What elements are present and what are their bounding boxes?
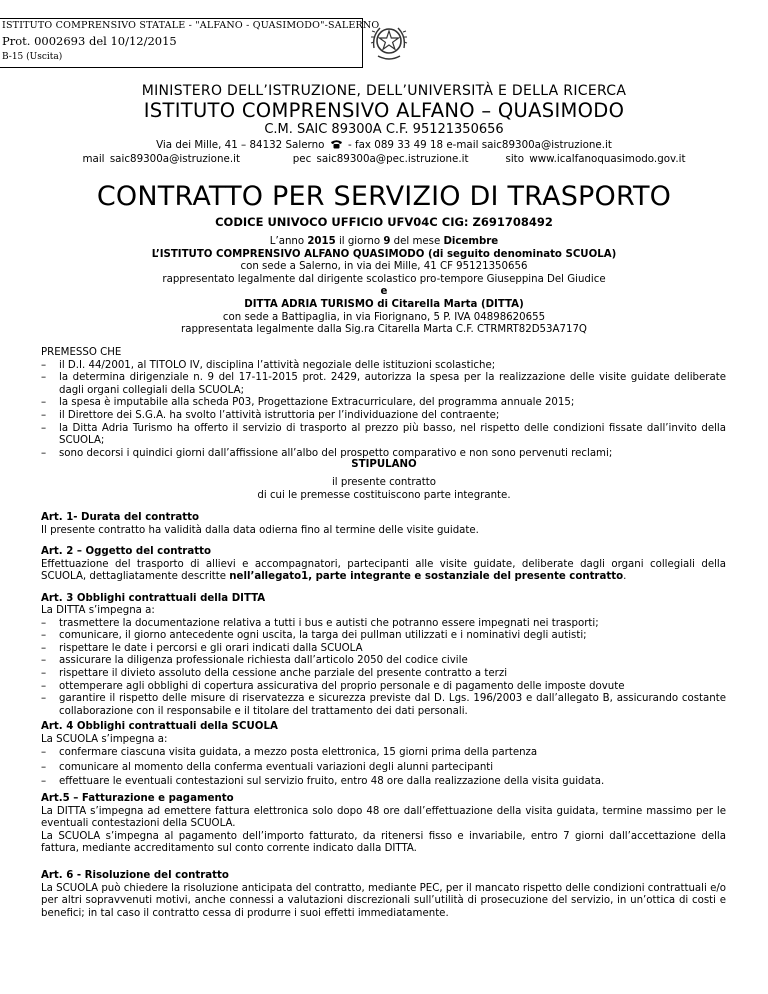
party-school: L’ISTITUTO COMPRENSIVO ALFANO QUASIMODO (di seguito denominato SCUOLA) <box>151 248 617 260</box>
contract-date-line <box>0 236 768 249</box>
list-item: – il D.I. 44/2001, al TITOLO IV, disciplina l’attività negoziale delle istituzioni scolastiche; <box>41 360 726 373</box>
list-item: – la spesa è imputabile alla scheda P03, Progettazione Extracurriculare, del programma annuale 2015; <box>41 397 726 410</box>
list-item: – comunicare, il giorno antecedente ogni uscita, la targa dei pullman utilizzati e i nominativi degli autisti; <box>41 630 726 643</box>
premises-heading: PREMESSO CHE <box>41 347 122 358</box>
article-title: Art. 4 Obblighi contrattuali della SCUOLA <box>41 721 278 732</box>
article-title: Art. 1- Durata del contratto <box>41 512 199 523</box>
stamp-institute: ISTITUTO COMPRENSIVO STATALE - "ALFANO - QUASIMODO"-SALERNO <box>2 20 380 31</box>
list-item: – effettuare le eventuali contestazioni sul servizio fruito, entro 48 ore dalla realizzazione della visita guidata. <box>41 776 726 789</box>
list-item: – la determina dirigenziale n. 9 del 17-11-2015 prot. 2429, autorizza la spesa per la realizzazione delle visite guidate deliberate dagli organi collegiali della SCUOLA; <box>41 372 726 397</box>
article-title: Art. 2 – Oggetto del contratto <box>41 546 211 557</box>
article-text-end: . <box>623 571 627 583</box>
telephone-icon <box>330 139 343 149</box>
article-text-regular: Effettuazione del trasporto di allievi e accompagnatori, partecipanti alle visite guidate, deliberate dagli organi collegiali della SCUOLA, dettagliatamente descritte <box>41 558 726 583</box>
ministry-name: MINISTERO DELL’ISTRUZIONE, DELL’UNIVERSITÀ E DELLA RICERCA <box>141 83 627 99</box>
cig-code-line: CODICE UNIVOCO UFFICIO UFV04C CIG: Z691708492 <box>215 215 553 229</box>
stipulano-heading: STIPULANO <box>351 459 417 470</box>
article-text: La SCUOLA può chiedere la risoluzione anticipata del contratto, mediante PEC, per il mancato rispetto delle condizioni contrattuali e/o per altri sopravvenuti motivi, anche connessi a valutazioni discrezionali sull’utilità di prosecuzione del servizio, in un’ottica di costi e benefici; in tal caso il contratto cessa di produrre i suoi effetti immediatamente. <box>41 882 727 919</box>
article-text: Il presente contratto ha validità dalla data odierna fino al termine delle visite guidate. <box>41 524 479 536</box>
list-item: – garantire il rispetto delle misure di riservatezza e sicurezza previste dal D. Lgs. 196/2003 e dall’allegato B, assicurando costante collaborazione con il responsabile e il titolare del trattamento dei dati personali. <box>41 693 726 718</box>
contract-month: Dicembre <box>443 236 499 247</box>
list-item: – la Ditta Adria Turismo ha offerto il servizio di trasporto al prezzo più basso, nel rispetto delle condizioni fissate dall’invito della SCUOLA; <box>41 423 726 448</box>
contract-day: 9 <box>383 236 391 247</box>
list-item: – trasmettere la documentazione relativa a tutti i bus e autisti che potranno essere impegnati nei trasporti; <box>41 618 726 631</box>
contract-title: CONTRATTO PER SERVIZIO DI TRASPORTO <box>96 181 672 212</box>
list-item: – assicurare la diligenza professionale richiesta dall’articolo 2050 del codice civile <box>41 655 726 668</box>
school-codes: C.M. SAIC 89300A C.F. 95121350656 <box>264 122 504 137</box>
address-text: Via dei Mille, 41 – 84132 Salerno <box>156 139 325 151</box>
website-link[interactable]: sito www.icalfanoquasimodo.gov.it <box>505 153 686 165</box>
article-paragraph-2: La SCUOLA s’impegna al pagamento dell’importo fatturato, da ritenersi fisso e invariabile, entro 7 giorni dall’accettazione della fattura, mediante accreditamento sul conto corrente indicato dalla DITTA. <box>41 830 726 855</box>
article-5 <box>41 793 726 856</box>
stamp-classification: B-15 (Uscita) <box>2 52 63 62</box>
list-item: – il Direttore dei S.G.A. ha svolto l’attività istruttoria per l’individuazione del contraente; <box>41 410 726 423</box>
conjunction-and: e <box>380 286 388 298</box>
party-school-representative: rappresentato legalmente dal dirigente scolastico pro-tempore Giuseppina Del Giudice <box>162 273 606 285</box>
stipulano-line-2: di cui le premesse costituiscono parte integrante. <box>257 489 511 501</box>
article-paragraph-1: La DITTA s’impegna ad emettere fattura elettronica solo dopo 48 ore dall’effettuazione della visita guidata, termine massimo per le eventuali contestazioni della SCUOLA. <box>41 805 726 830</box>
article-title: Art. 3 Obblighi contrattuali della DITTA <box>41 592 266 604</box>
month-prefix: del mese <box>390 236 444 247</box>
contract-year: 2015 <box>307 236 336 247</box>
party-company-representative: rappresentata legalmente dalla Sig.ra Citarella Marta C.F. CTRMRT82D53A717Q <box>181 324 587 336</box>
list-item: – sono decorsi i quindici giorni dall’affissione all’albo del prospetto comparativo e non sono pervenuti reclami; <box>41 448 726 461</box>
article-4 <box>41 721 726 789</box>
year-prefix: L’anno <box>269 236 308 247</box>
list-item: – rispettare il divieto assoluto della cessione anche parziale del presente contratto a terzi <box>41 668 726 681</box>
day-prefix: il giorno <box>335 236 384 247</box>
list-item: – rispettare le date i percorsi e gli orari indicati dalla SCUOLA <box>41 643 726 656</box>
list-item: – confermare ciascuna visita guidata, a mezzo posta elettronica, 15 giorni prima della partenza <box>41 747 726 760</box>
premises-section <box>41 347 726 460</box>
pec-address: pec saic89300a@pec.istruzione.it <box>292 153 469 165</box>
school-address <box>0 139 768 151</box>
list-item: – ottemperare agli obblighi di copertura assicurativa del proprio personale e di pagamento delle imposte dovute <box>41 681 726 694</box>
article-3 <box>41 593 726 719</box>
article-2 <box>41 546 726 584</box>
party-company-seat: con sede a Battipaglia, in via Fiorignano, 5 P. IVA 04898620655 <box>222 311 546 323</box>
mail-address: mail saic89300a@istruzione.it <box>82 153 240 165</box>
party-school-seat: con sede a Salerno, in via dei Mille, 41 CF 95121350656 <box>240 261 528 273</box>
contact-line <box>0 153 768 165</box>
article-title: Art. 6 - Risoluzione del contratto <box>41 870 229 881</box>
protocol-stamp <box>0 18 380 68</box>
list-item: – comunicare al momento della conferma eventuali variazioni degli alunni partecipanti <box>41 762 726 775</box>
article-intro: La SCUOLA s’impegna a: <box>41 733 168 745</box>
school-name: ISTITUTO COMPRENSIVO ALFANO – QUASIMODO <box>143 99 625 122</box>
article-text-bold: nell’allegato1, parte integrante e sostanziale del presente contratto <box>229 571 624 583</box>
article-title: Art.5 – Fatturazione e pagamento <box>41 793 234 804</box>
stipulano-line-1: il presente contratto <box>331 477 437 488</box>
party-company: DITTA ADRIA TURISMO di Citarella Marta (DITTA) <box>244 299 524 310</box>
fax-email-text: - fax 089 33 49 18 e-mail saic89300a@istruzione.it <box>348 139 612 151</box>
article-1 <box>41 512 726 537</box>
article-text <box>41 559 726 584</box>
article-intro: La DITTA s’impegna a: <box>41 605 155 617</box>
italian-republic-emblem-icon <box>364 18 414 66</box>
stamp-protocol-number: Prot. 0002693 del 10/12/2015 <box>2 34 177 48</box>
article-6 <box>41 870 726 920</box>
